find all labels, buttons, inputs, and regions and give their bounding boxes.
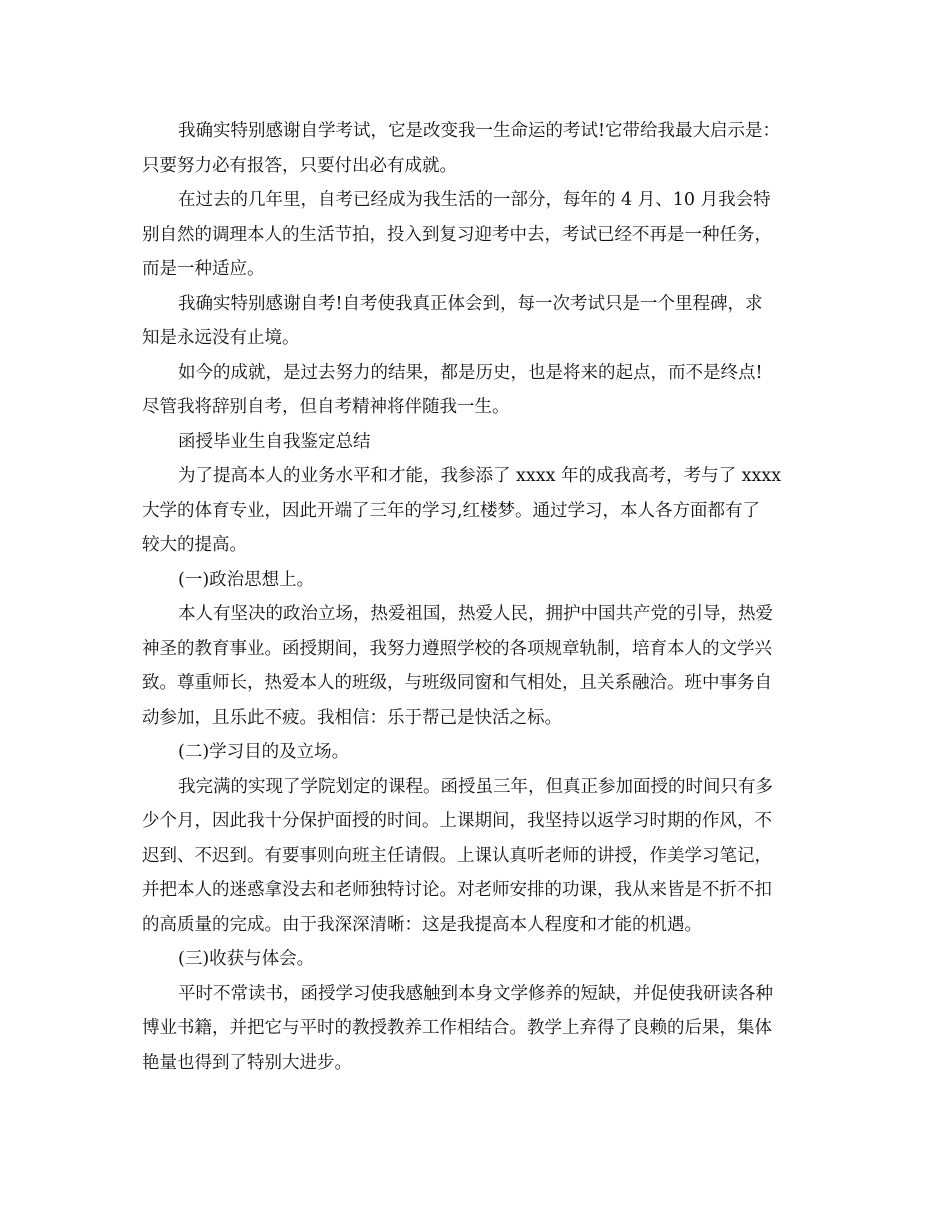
paragraph-gratitude-exam (142, 114, 814, 183)
document-body (142, 114, 814, 1080)
section-title: 函授毕业生自我鉴定总结 (178, 431, 371, 452)
paragraph-gains (142, 977, 814, 1081)
text-line: 平时不常读书，函授学习使我感触到本身文学修养的短缺，并促使我研读各种 (178, 983, 773, 1004)
paragraph-achievement (142, 356, 814, 425)
text-line: 我完满的实现了学院划定的课程。函授虽三年，但真正参加面授的时间只有多 (178, 776, 773, 797)
text-line: 我确实特别感谢自考!自考使我真正体会到，每一次考试只是一个里程碑，求 (178, 293, 763, 314)
text-line: 别自然的调理本人的生活节拍，投入到复习迎考中去，考试已经不再是一种任务， (142, 224, 772, 245)
text-line: 神圣的教育事业。函授期间，我努力遵照学校的各项规章轨制，培育本人的文学兴 (142, 638, 772, 659)
paragraph-politics (142, 597, 814, 735)
text-line: 的高质量的完成。由于我深深清晰：这是我提高本人程度和才能的机遇。 (142, 914, 702, 935)
text-line: 致。尊重师长，热爱本人的班级，与班级同窗和气相处，且关系融洽。班中事务自 (142, 673, 772, 693)
text-line: 我确实特别感谢自学考试，它是改变我一生命运的考试!它带给我最大启示是： (178, 121, 781, 141)
text-line: 本人有坚决的政治立场，热爱祖国，热爱人民，拥护中国共产党的引导，热爱 (178, 604, 773, 624)
text-line: 只要努力必有报答，只要付出必有成就。 (142, 155, 457, 176)
subheading-study (142, 735, 814, 770)
text-line: 博业书籍，并把它与平时的教授教养工作相结合。教学上弃得了良赖的后果，集体 (142, 1018, 772, 1038)
text-line: 迟到、不迟到。有要事则向班主任请假。上课认真听老师的讲授，作美学习笔记， (142, 845, 772, 866)
section-heading (142, 425, 814, 460)
subheading-politics (142, 563, 814, 598)
paragraph-intro (142, 459, 814, 563)
text-line: 如今的成就，是过去努力的结果，都是历史，也是将来的起点，而不是终点! (178, 362, 763, 383)
text-line: 并把本人的迷惑拿没去和老师独特讨论。对老师安排的功课，我从来皆是不折不扣 (142, 880, 772, 900)
subheading-text: (一)政治思想上。 (178, 569, 315, 590)
subheading-text: (二)学习目的及立场。 (178, 742, 350, 762)
text-line: 较大的提高。 (142, 535, 247, 555)
text-line: 艳量也得到了特别大进步。 (142, 1052, 352, 1073)
paragraph-study (142, 770, 814, 943)
text-line: 动参加，且乐此不疲。我相信：乐于帮己是快活之标。 (142, 707, 562, 728)
text-line: 为了提高本人的业务水平和才能，我参添了 xxxx 年的成我高考，考与了 xxxx (178, 466, 782, 486)
text-line: 在过去的几年里，自考已经成为我生活的一部分，每年的 4 月、10 月我会特 (178, 190, 771, 210)
text-line: 少个月，因此我十分保护面授的时间。上课期间，我坚持以返学习时期的作风，不 (142, 811, 772, 831)
text-line: 而是一种适应。 (142, 259, 265, 279)
subheading-text: (三)收获与体会。 (178, 949, 315, 969)
paragraph-past-years (142, 183, 814, 287)
paragraph-milestone (142, 287, 814, 356)
text-line: 知是永远没有止境。 (142, 328, 300, 348)
text-line: 大学的体育专业，因此开端了三年的学习,红楼梦。通过学习，本人各方面都有了 (142, 500, 761, 521)
subheading-gains (142, 942, 814, 977)
text-line: 尽管我将辞别自考，但自考精神将伴随我一生。 (142, 397, 510, 417)
